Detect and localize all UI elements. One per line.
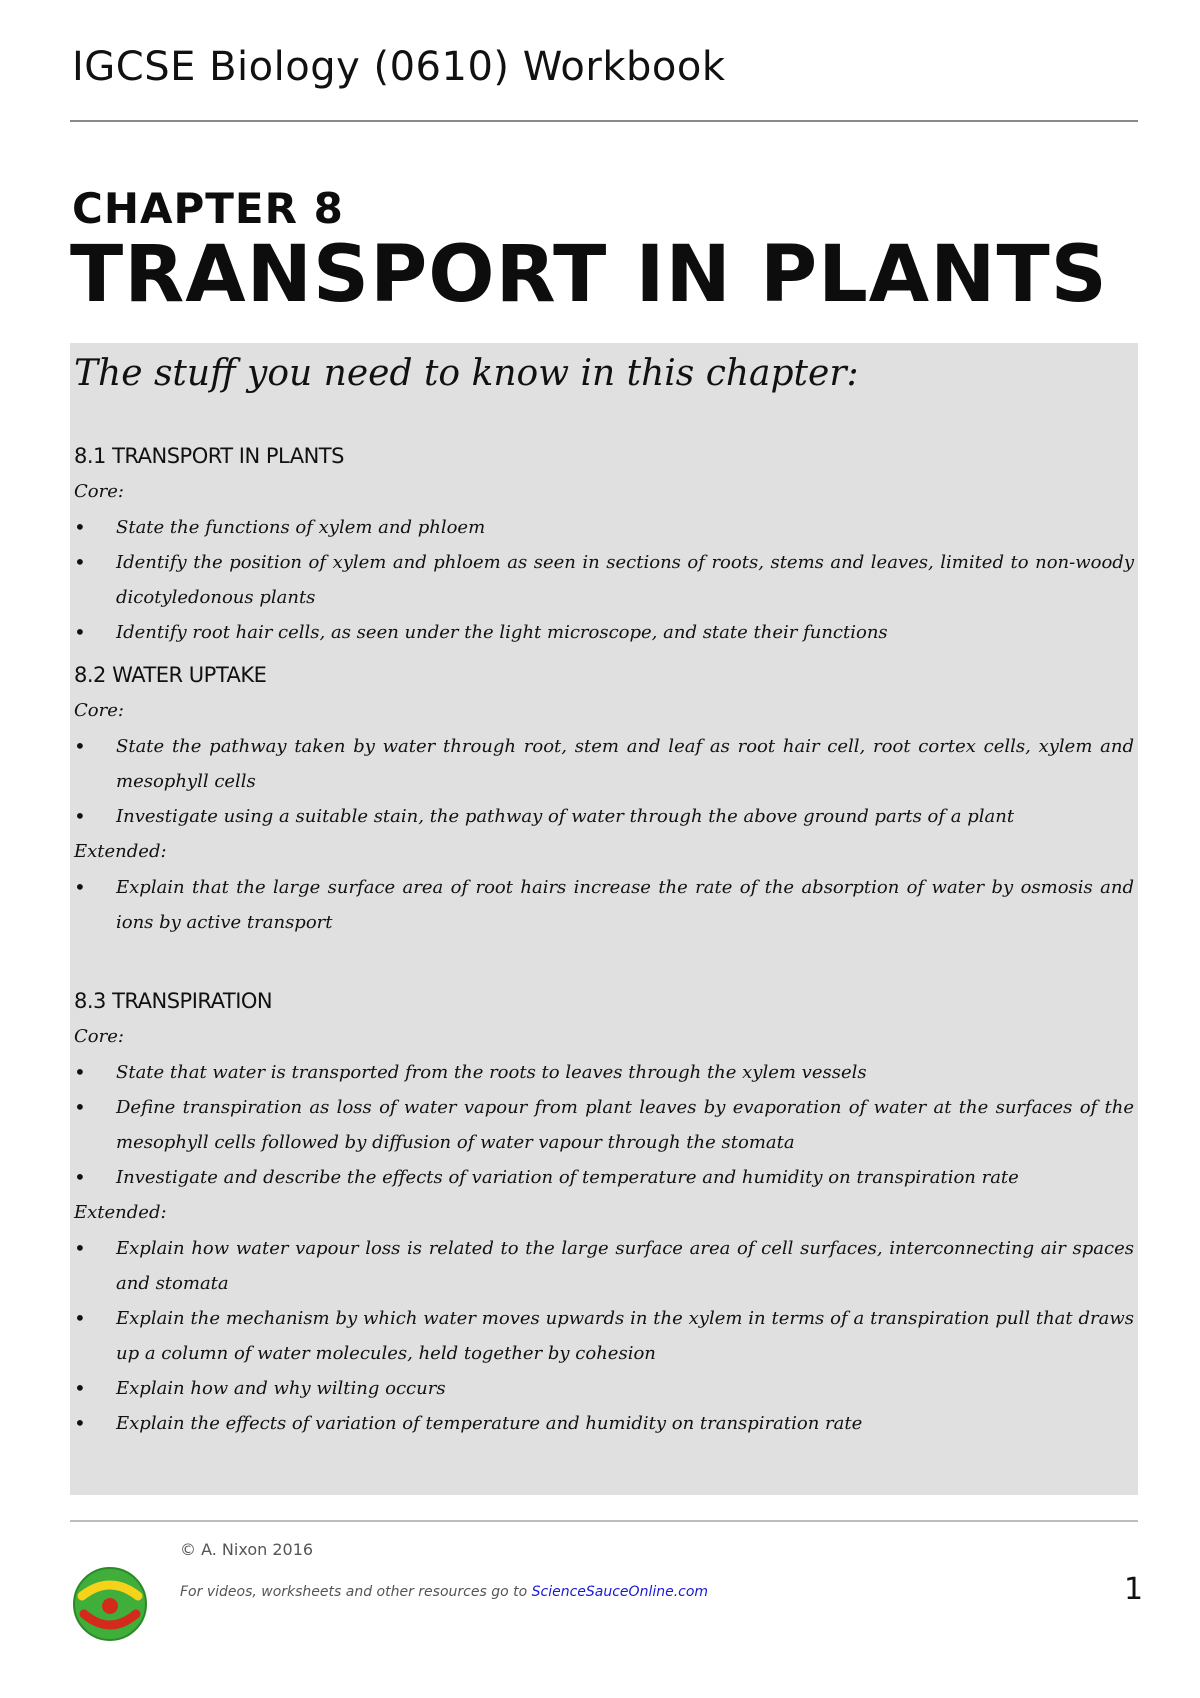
bullet-icon: • (74, 1060, 86, 1084)
bullet-icon: • (74, 1095, 86, 1119)
list-item: • State the functions of xylem and phloem (74, 510, 1134, 545)
box-heading: The stuff you need to know in this chapter: (74, 353, 859, 394)
page-header-title: IGCSE Biology (0610) Workbook (72, 44, 726, 90)
page-number: 1 (1124, 1572, 1144, 1607)
list-item: • Explain the mechanism by which water moves upwards in the xylem in terms of a transpiration pull that draws up a column of water molecules, held together by cohesion (74, 1301, 1134, 1371)
list-item: • State that water is transported from the roots to leaves through the xylem vessels (74, 1055, 1134, 1090)
list-item: • Investigate and describe the effects of variation of temperature and humidity on transpiration rate (74, 1160, 1134, 1195)
list-item: • Explain the effects of variation of temperature and humidity on transpiration rate (74, 1406, 1134, 1441)
section-title: 8.3 TRANSPIRATION (74, 989, 273, 1013)
list-item: • Identify the position of xylem and phloem as seen in sections of roots, stems and leaves, limited to non-woody dicotyledonous plants (74, 545, 1134, 615)
footer-note (180, 1584, 708, 1600)
list-item: • Explain that the large surface area of root hairs increase the rate of the absorption of water by osmosis and ions by active transport (74, 870, 1134, 940)
section-8-1 (74, 438, 1134, 650)
bullet-icon: • (74, 1411, 86, 1435)
bullet-icon: • (74, 875, 86, 899)
level-label-core: Core: (74, 1026, 124, 1047)
bullet-icon: • (74, 620, 86, 644)
footer-divider (70, 1520, 1138, 1522)
list-item: • Explain how water vapour loss is related to the large surface area of cell surfaces, interconnecting air spaces and stomata (74, 1231, 1134, 1301)
bullet-icon: • (74, 1236, 86, 1260)
list-item: • Define transpiration as loss of water vapour from plant leaves by evaporation of water at the surfaces of the mesophyll cells followed by diffusion of water vapour through the stomata (74, 1090, 1134, 1160)
list-item: • Explain how and why wilting occurs (74, 1371, 1134, 1406)
bullet-icon: • (74, 550, 86, 574)
chapter-label: CHAPTER 8 (72, 184, 344, 233)
section-title: 8.1 TRANSPORT IN PLANTS (74, 444, 344, 468)
section-8-3 (74, 983, 1134, 1441)
level-label-extended: Extended: (74, 841, 167, 862)
section-8-2 (74, 657, 1134, 940)
bullet-icon: • (74, 1376, 86, 1400)
bullet-icon: • (74, 734, 86, 758)
chapter-title: TRANSPORT IN PLANTS (70, 230, 1108, 320)
science-sauce-logo-icon (72, 1566, 148, 1642)
level-label-core: Core: (74, 481, 124, 502)
footer-note-prefix: For videos, worksheets and other resources go to (180, 1584, 532, 1600)
science-sauce-link[interactable]: ScienceSauceOnline.com (531, 1584, 709, 1600)
list-item: • Investigate using a suitable stain, the pathway of water through the above ground parts of a plant (74, 799, 1134, 834)
learning-objectives-box (70, 343, 1138, 1495)
bullet-icon: • (74, 1306, 86, 1330)
bullet-icon: • (74, 804, 86, 828)
section-title: 8.2 WATER UPTAKE (74, 663, 267, 687)
level-label-core: Core: (74, 700, 124, 721)
level-label-extended: Extended: (74, 1202, 167, 1223)
bullet-icon: • (74, 1165, 86, 1189)
bullet-icon: • (74, 515, 86, 539)
header-divider (70, 120, 1138, 122)
list-item: • State the pathway taken by water through root, stem and leaf as root hair cell, root cortex cells, xylem and mesophyll cells (74, 729, 1134, 799)
list-item: • Identify root hair cells, as seen under the light microscope, and state their functions (74, 615, 1134, 650)
copyright-text: © A. Nixon 2016 (180, 1540, 314, 1559)
